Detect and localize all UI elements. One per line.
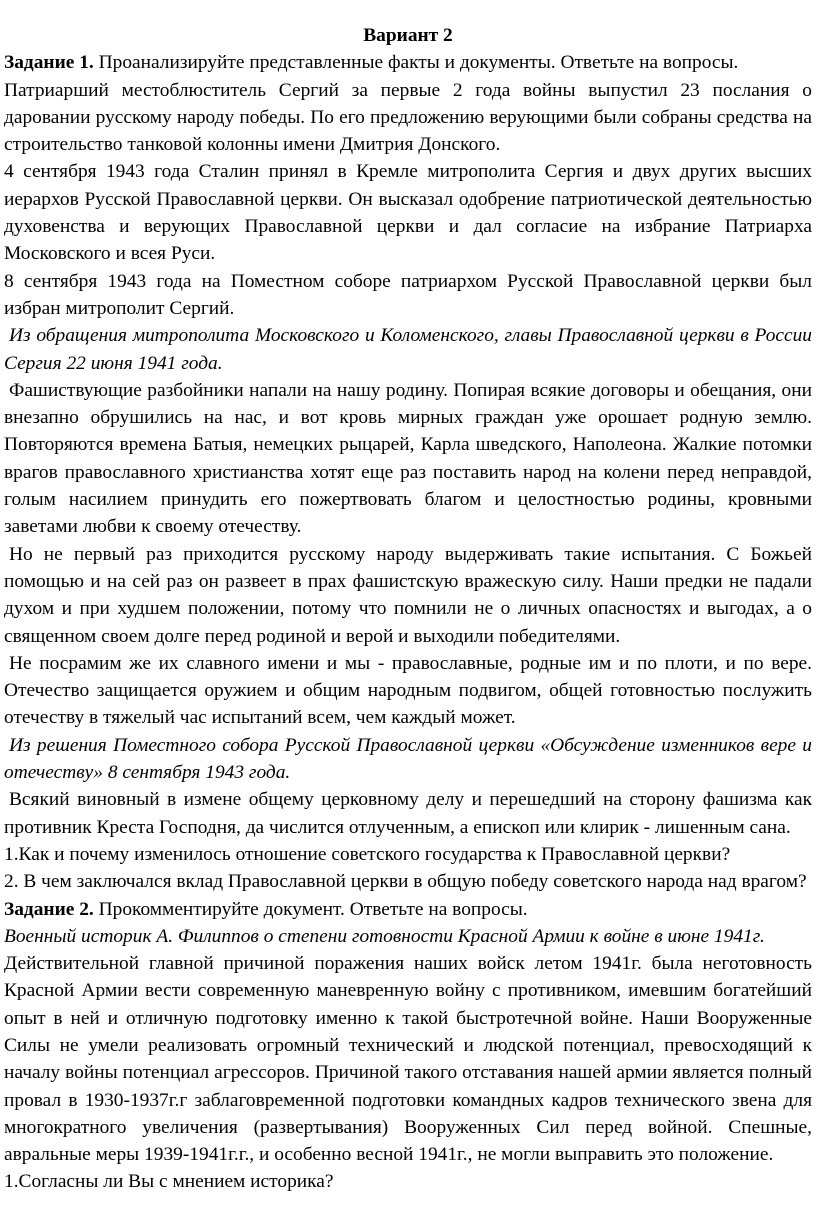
- variant-title: Вариант 2: [363, 25, 453, 46]
- fact-paragraph: 4 сентября 1943 года Сталин принял в Кремле митрополита Сергия и двух других высших иерархов Русской Православной церкви. Он высказал одобрение патриотической деятельностью духовенства и верующих Православной церкви и дал согласие на избрание Патриарха Московского и всея Руси.: [4, 161, 812, 265]
- task1-label: Задание 1.: [4, 52, 94, 74]
- task2-document-text: Действительной главной причиной поражения наших войск летом 1941г. была неготовность Красной Армии вести современную маневренную войну с противником, имевшим богатейший опыт в ней и отличную подготовку именно к такой быстротечной войне. Наши Вооруженные Силы не умели реализовать огромный технический и людской потенциал, превосходящий к началу войны потенциал агрессоров. Причиной такого отставания нашей армии является полный провал в 1930-1937г.г заблаговременной подготовки командных кадров технического звена для многократного увеличения (развертывания) Вооруженных Сил перед войной. Спешные, авральные меры 1939-1941г.г., и особенно весной 1941г., не могли выправить это положение.: [4, 953, 812, 1166]
- document1-title: Из обращения митрополита Московского и Коломенского, главы Православной церкви в России Сергия 22 июня 1941 года.: [4, 325, 812, 374]
- task2-question: 1.Согласны ли Вы с мнением историка?: [4, 1171, 334, 1193]
- task2-document-title: Военный историк А. Филиппов о степени готовности Красной Армии к войне в июне 1941г.: [4, 925, 765, 947]
- task2-header: [4, 896, 812, 923]
- task1-question: 1.Как и почему изменилось отношение советского государства к Православной церкви?: [4, 843, 731, 865]
- task2-label: Задание 2.: [4, 898, 94, 920]
- task1-instruction: Проанализируйте представленные факты и документы. Ответьте на вопросы.: [93, 52, 739, 74]
- document1-paragraph: Но не первый раз приходится русскому народу выдерживать такие испытания. С Божьей помощью и на сей раз он развеет в прах фашистскую вражескую силу. Наши предки не падали духом и при худшем положении, потому что помнили не о личных опасностях и выгодах, а о священном своем долге перед родиной и верой и выходили победителями.: [4, 543, 812, 647]
- fact-paragraph: 8 сентября 1943 года на Поместном соборе патриархом Русской Православной церкви был избран митрополит Сергий.: [4, 270, 812, 319]
- task2-instruction: Прокомментируйте документ. Ответьте на вопросы.: [93, 898, 528, 920]
- task1-header: [4, 49, 812, 76]
- document2-text: Всякий виновный в измене общему церковному делу и перешедший на сторону фашизма как противник Креста Господня, да числится отлученным, а епископ или клирик - лишенным сана.: [4, 789, 812, 838]
- document2-title: Из решения Поместного собора Русской Православной церкви «Обсуждение изменников вере и отечеству» 8 сентября 1943 года.: [4, 734, 812, 784]
- fact-paragraph: Патриарший местоблюститель Сергий за первые 2 года войны выпустил 23 послания о даровании русскому народу победы. По его предложению верующими были собраны средства на строительство танковой колонны имени Дмитрия Донского.: [4, 79, 812, 156]
- document1-paragraph: Не посрамим же их славного имени и мы - православные, родные им и по плоти, и по вере. Отечество защищается оружием и общим народным подвигом, общей готовностью послужить отечеству в тяжелый час испытаний всем, чем каждый может.: [4, 652, 812, 729]
- task1-question: 2. В чем заключался вклад Православной церкви в общую победу советского народа над врагом?: [4, 871, 807, 893]
- document1-paragraph: Фашиствующие разбойники напали на нашу родину. Попирая всякие договоры и обещания, они внезапно обрушились на нас, и вот кровь мирных граждан уже орошает родную землю. Повторяются времена Батыя, немецких рыцарей, Карла шведского, Наполеона. Жалкие потомки врагов православного христианства хотят еще раз поставить народ на колени перед неправдой, голым насилием принудить его пожертвовать благом и целостностью родины, кровными заветами любви к своему отечеству.: [4, 379, 812, 538]
